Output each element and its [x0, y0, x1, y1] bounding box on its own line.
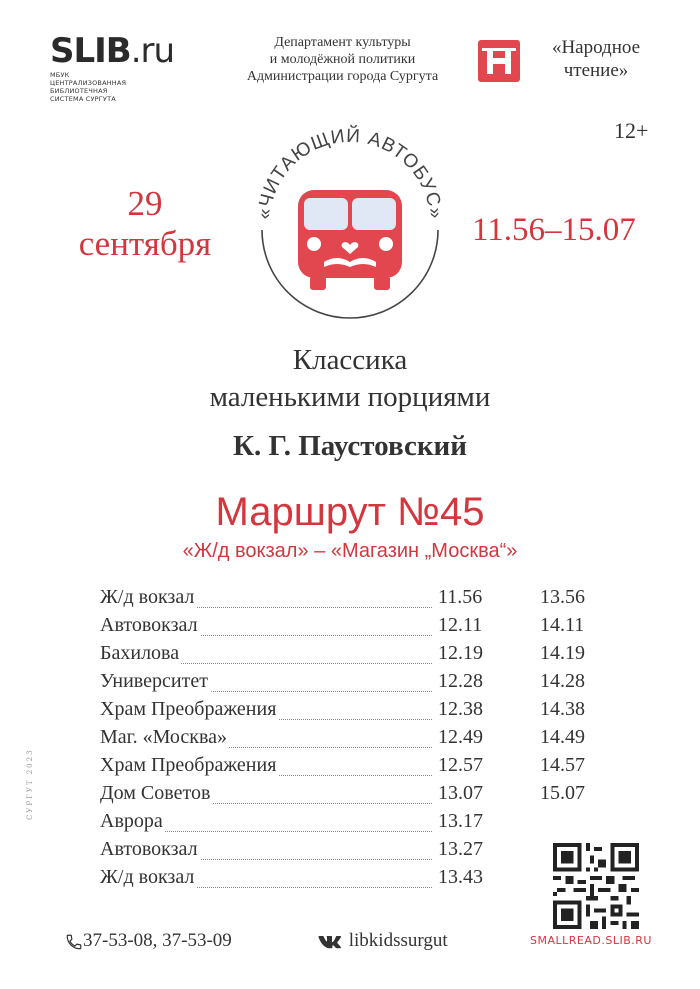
- stop-name: Дом Советов: [100, 782, 211, 804]
- stop-name: Ж/д вокзал: [100, 586, 195, 608]
- schedule-row: [100, 782, 610, 810]
- time-first: 12.11: [438, 614, 483, 636]
- schedule-row: [100, 838, 610, 866]
- narod-line: чтение»: [563, 60, 629, 81]
- schedule-row: [100, 866, 610, 894]
- schedule-row: [100, 586, 610, 614]
- schedule-row: [100, 726, 610, 754]
- schedule-row: [100, 614, 610, 642]
- stop-name: Маг. «Москва»: [100, 726, 228, 748]
- logo-suffix: .ru: [130, 31, 175, 71]
- event-time: 11.56–15.07: [472, 212, 636, 248]
- phone-numbers[interactable]: 37-53-08, 37-53-09: [83, 930, 232, 951]
- time-first: 13.27: [438, 838, 483, 860]
- stop-name: Ж/д вокзал: [100, 866, 195, 888]
- stop-name: Аврора: [100, 810, 163, 832]
- logo-sub-line: ЦЕНТРАЛИЗОВАННАЯ БИБЛИОТЕЧНАЯ: [50, 79, 127, 95]
- time-first: 12.49: [438, 726, 483, 748]
- vk-icon: [318, 934, 344, 950]
- age-rating: 12+: [614, 118, 649, 143]
- stop-name: Храм Преображения: [100, 698, 277, 720]
- time-second: 14.19: [540, 642, 585, 664]
- vk-handle[interactable]: libkidssurgut: [348, 930, 448, 951]
- author-name: К. Г. Паустовский: [233, 430, 467, 462]
- time-second: 14.49: [540, 726, 585, 748]
- narodnoe-chtenie-label: [531, 36, 661, 82]
- stop-name: Автовокзал: [100, 838, 198, 860]
- time-second: 15.07: [540, 782, 585, 804]
- time-first: 13.07: [438, 782, 483, 804]
- program-title-line: маленькими порциями: [209, 381, 491, 413]
- logo-mark: SLIB: [50, 31, 131, 71]
- vk-contact: [318, 930, 448, 952]
- event-month: сентября: [78, 224, 212, 263]
- program-title: [100, 342, 600, 416]
- dept-line: Администрации города Сургута: [246, 69, 439, 84]
- time-second: 14.38: [540, 698, 585, 720]
- dept-line: Департамент культуры: [274, 35, 411, 50]
- qr-code[interactable]: [553, 843, 639, 929]
- stop-name: Университет: [100, 670, 208, 692]
- time-first: 12.57: [438, 754, 483, 776]
- stop-name: Бахилова: [100, 642, 180, 664]
- website-link[interactable]: SMALLREAD.SLIB.RU: [530, 934, 652, 947]
- slib-logo: [50, 31, 180, 103]
- time-first: 13.17: [438, 810, 483, 832]
- program-title-line: Классика: [292, 344, 408, 376]
- event-date: [40, 184, 250, 264]
- schedule-row: [100, 670, 610, 698]
- schedule-row: [100, 810, 610, 838]
- department-text: [200, 34, 485, 85]
- time-second: 14.57: [540, 754, 585, 776]
- time-first: 12.28: [438, 670, 483, 692]
- stop-name: Автовокзал: [100, 614, 198, 636]
- dept-line: и молодёжной политики: [269, 52, 416, 67]
- time-first: 11.56: [438, 586, 483, 608]
- route-title: Маршрут №45: [215, 490, 485, 534]
- schedule-row: [100, 754, 610, 782]
- time-first: 13.43: [438, 866, 483, 888]
- year-caption: СУРГУТ 2023: [26, 748, 34, 820]
- stop-name: Храм Преображения: [100, 754, 277, 776]
- schedule-row: [100, 698, 610, 726]
- emblem-arc-text: «ЧИТАЮЩИЙ АВТОБУС»: [253, 125, 447, 221]
- event-day: 29: [127, 184, 163, 223]
- narodnoe-chtenie-icon: [478, 40, 520, 82]
- time-second: 14.11: [540, 614, 585, 636]
- reading-bus-emblem: [240, 112, 460, 332]
- time-first: 12.38: [438, 698, 483, 720]
- bus-icon: [298, 190, 402, 290]
- phone-contacts: [65, 930, 232, 952]
- logo-sub-line: СИСТЕМА СУРГУТА: [50, 95, 116, 103]
- schedule-row: [100, 642, 610, 670]
- time-first: 12.19: [438, 642, 483, 664]
- logo-sub-line: МБУК: [50, 71, 70, 79]
- time-second: 13.56: [540, 586, 585, 608]
- phone-icon: [65, 933, 83, 951]
- narod-line: «Народное: [551, 37, 641, 58]
- schedule-table: [100, 586, 610, 894]
- time-second: 14.28: [540, 670, 585, 692]
- route-subtitle: «Ж/д вокзал» – «Магазин „Москва“»: [182, 540, 518, 562]
